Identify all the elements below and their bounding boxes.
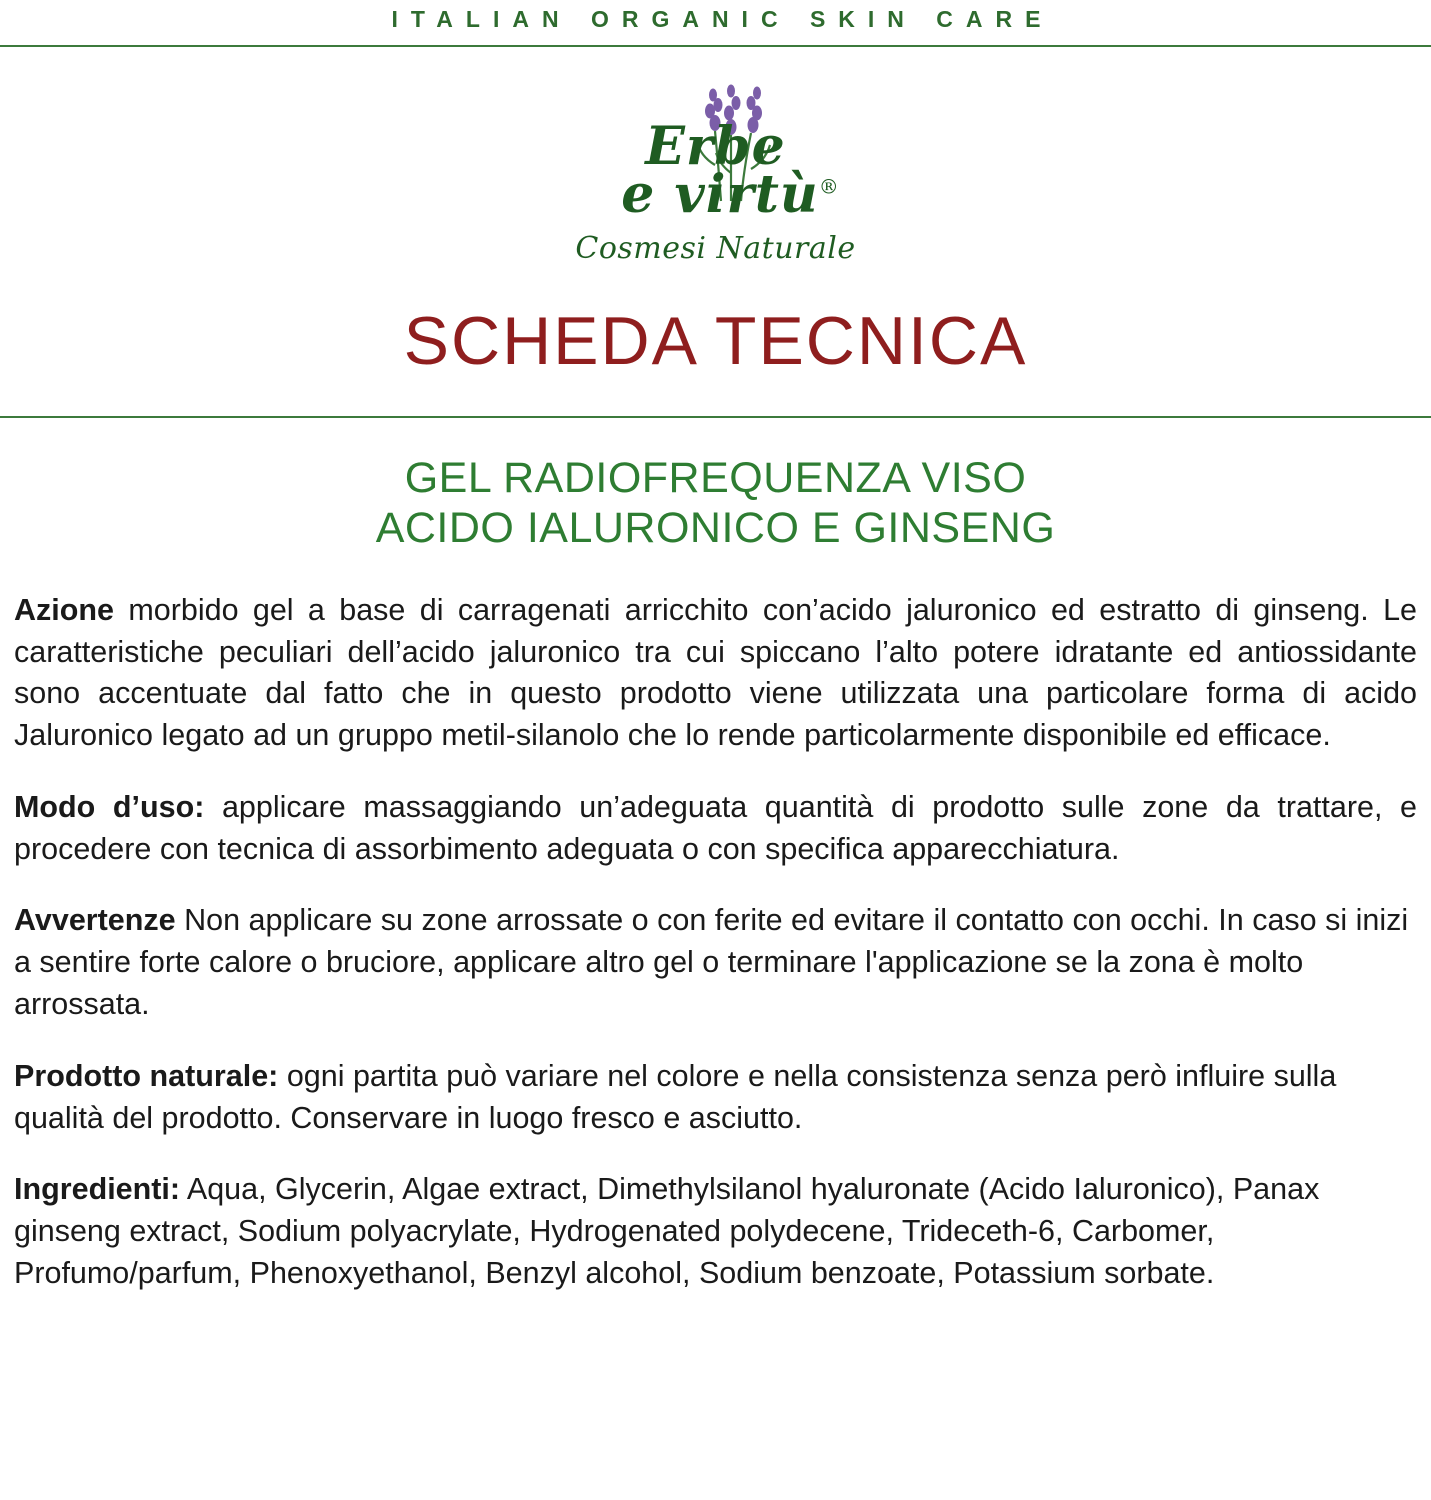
brand-line-1: Erbe bbox=[645, 116, 786, 177]
section-avvertenze bbox=[14, 900, 1417, 1025]
brand-logo bbox=[0, 73, 1431, 268]
section-prodotto-naturale-label: Prodotto naturale: bbox=[14, 1058, 279, 1093]
tagline: ITALIAN ORGANIC SKIN CARE bbox=[391, 6, 1054, 32]
section-ingredienti-text: Aqua, Glycerin, Algae extract, Dimethylsilanol hyaluronate (Acido Ialuronico), Panax ginseng extract, Sodium polyacrylate, Hydrogenated polydecene, Trideceth-6, Carbomer, Profumo/parfum, Phenoxyethanol, Benzyl alcohol, Sodium benzoate, Potassium sorbate. bbox=[14, 1172, 1320, 1290]
datasheet-sections bbox=[0, 590, 1431, 1295]
section-prodotto-naturale bbox=[14, 1056, 1417, 1140]
product-name-line-1: GEL RADIOFREQUENZA VISO bbox=[404, 454, 1027, 502]
section-ingredienti bbox=[14, 1169, 1417, 1294]
registered-mark: ® bbox=[818, 174, 840, 199]
brand-subtitle: Cosmesi Naturale bbox=[575, 231, 856, 266]
divider-top bbox=[0, 45, 1431, 47]
section-avvertenze-text: Non applicare su zone arrossate o con ferite ed evitare il contatto con occhi. In caso si inizi a sentire forte calore o bruciore, applicare altro gel o terminare l'applicazione se la zona è molto arrossata. bbox=[14, 903, 1409, 1021]
page-title: SCHEDA TECNICA bbox=[403, 303, 1028, 379]
section-prodotto-naturale-text: ogni partita può variare nel colore e nella consistenza senza però influire sulla qualità del prodotto. Conservare in luogo fresco e asciutto. bbox=[14, 1058, 1337, 1135]
divider-under-title bbox=[0, 416, 1431, 418]
section-azione bbox=[14, 590, 1417, 757]
brand-line-2: e virtù bbox=[621, 164, 819, 225]
section-avvertenze-label: Avvertenze bbox=[14, 903, 176, 938]
section-modo-duso-label: Modo d’uso: bbox=[14, 789, 205, 824]
section-azione-text: morbido gel a base di carragenati arricchito con’acido jaluronico ed estratto di ginseng. Le caratteristiche peculiari dell’acido jaluronico tra cui spiccano l’alto potere idratante ed antiossidante sono accentuate dal fatto che in questo prodotto viene utilizzata una particolare forma di acido Jaluronico legato ad un gruppo metil-silanolo che lo rende particolarmente disponibile ed efficace. bbox=[14, 592, 1417, 753]
section-modo-duso bbox=[14, 787, 1417, 871]
product-name bbox=[0, 454, 1431, 554]
section-azione-label: Azione bbox=[14, 592, 114, 627]
section-ingredienti-label: Ingredienti: bbox=[14, 1172, 181, 1207]
brand-wordmark bbox=[506, 116, 926, 225]
section-modo-duso-text: applicare massaggiando un’adeguata quantità di prodotto sulle zone da trattare, e procedere con tecnica di assorbimento adeguata o con specifica apparecchiatura. bbox=[14, 789, 1417, 866]
product-name-line-2: ACIDO IALURONICO E GINSENG bbox=[375, 503, 1056, 552]
